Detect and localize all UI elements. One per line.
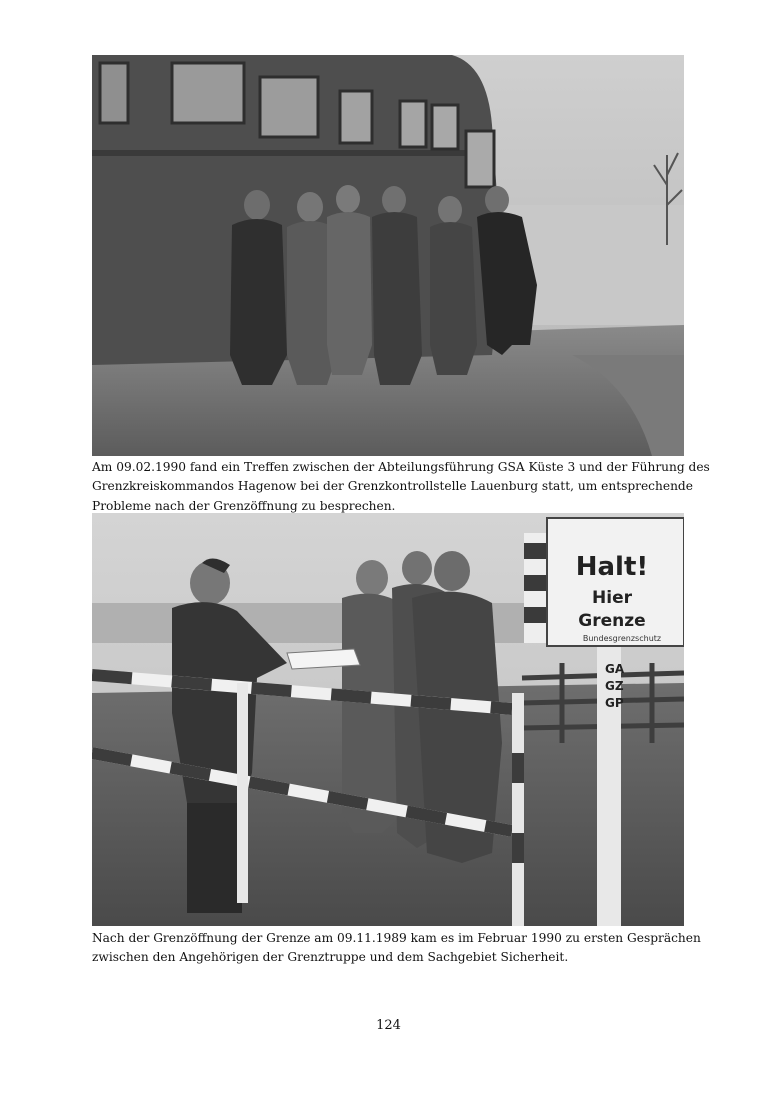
post-letter-ga: GA xyxy=(605,662,625,676)
sign-grenze-text: Grenze xyxy=(578,611,646,631)
sign-bgs-text: Bundesgrenzschutz xyxy=(582,634,662,643)
sign-halt-text: Halt! xyxy=(575,552,649,582)
sign-hier-text: Hier xyxy=(592,588,632,608)
caption-1-line-2: Grenzkreiskommandos Hagenow bei der Grenzkontrollstelle Lauenburg statt, um entsprechende xyxy=(92,479,693,494)
page-number: 124 xyxy=(376,1018,401,1033)
photo-border-meeting-image xyxy=(92,513,684,926)
caption-1-line-3: Probleme nach der Grenzöffnung zu besprechen. xyxy=(92,498,396,513)
post-letter-gp: GP xyxy=(605,696,624,710)
photo-officers-at-bus xyxy=(92,55,684,456)
caption-1-line-1: Am 09.02.1990 fand ein Treffen zwischen der Abteilungsführung GSA Küste 3 und der Führung des xyxy=(92,460,710,474)
caption-2-line-1: Nach der Grenzöffnung der Grenze am 09.11.1989 kam es im Februar 1990 zu ersten Gesprächen xyxy=(92,931,701,945)
post-letter-gz: GZ xyxy=(605,679,624,693)
photo-border-meeting xyxy=(92,513,684,926)
photo-caption-2 xyxy=(92,929,701,968)
caption-2-line-2: zwischen den Angehörigen der Grenztruppe und dem Sachgebiet Sicherheit. xyxy=(92,950,569,965)
photo-caption-1 xyxy=(92,458,710,516)
photo-officers-at-bus-image xyxy=(92,55,684,456)
